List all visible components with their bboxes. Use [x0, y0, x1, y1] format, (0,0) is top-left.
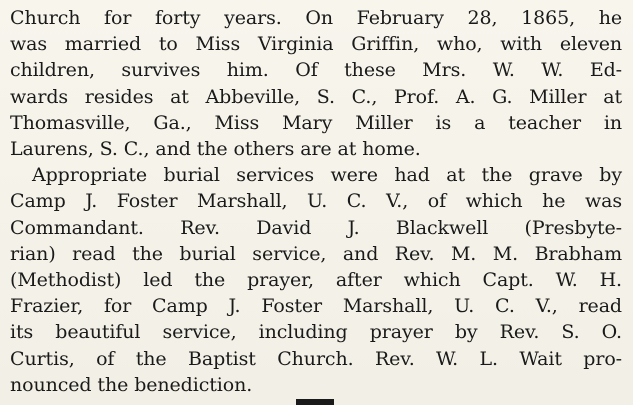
text-line: nounced the benediction.: [10, 373, 253, 396]
text-line: Curtis, of the Baptist Church. Rev. W. L. Wait pro-: [10, 347, 622, 370]
article-text: [10, 5, 622, 398]
paragraph-2: [10, 162, 622, 398]
text-line: Laurens, S. C., and the others are at home.: [10, 138, 421, 161]
text-line: Frazier, for Camp J. Foster Marshall, U. C. V., read: [10, 295, 622, 318]
text-line: Camp J. Foster Marshall, U. C. V., of which he was: [10, 190, 622, 213]
text-line: wards resides at Abbeville, S. C., Prof. A. G. Miller at: [10, 85, 622, 108]
text-line: (Methodist) led the prayer, after which Capt. W. H.: [10, 269, 622, 292]
text-line: Appropriate burial services were had at the grave by: [32, 164, 622, 187]
text-line: Commandant. Rev. David J. Blackwell (Presbyte-: [10, 216, 622, 239]
text-line: its beautiful service, including prayer by Rev. S. O.: [10, 321, 622, 344]
text-line: children, survives him. Of these Mrs. W. W. Ed-: [10, 59, 622, 82]
bottom-mark: [296, 399, 334, 405]
text-line: rian) read the burial service, and Rev. M. M. Brabham: [10, 242, 622, 265]
paragraph-1: [10, 5, 622, 162]
text-line: was married to Miss Virginia Griffin, who, with eleven: [10, 33, 622, 56]
text-line: Thomasville, Ga., Miss Mary Miller is a teacher in: [10, 111, 622, 134]
text-line: Church for forty years. On February 28, 1865, he: [10, 7, 622, 29]
